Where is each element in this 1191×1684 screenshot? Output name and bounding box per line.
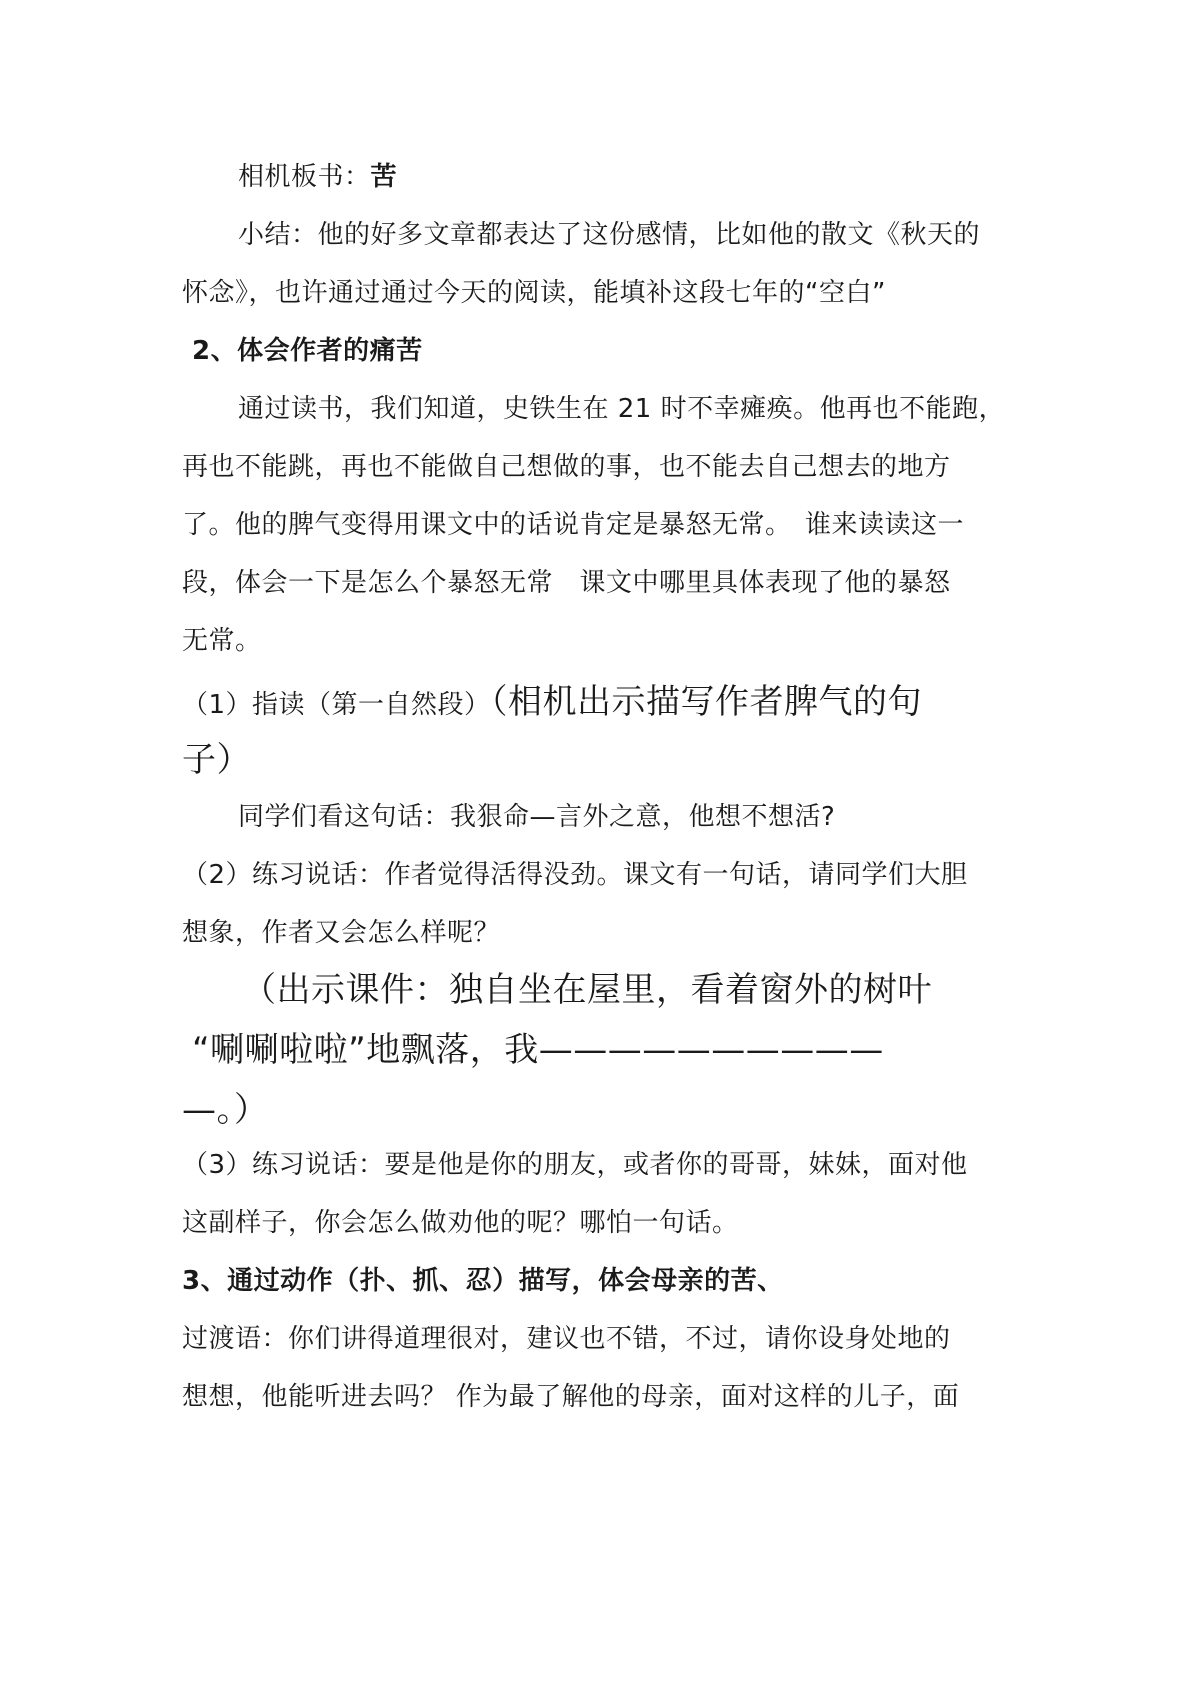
paragraph-line-2: 再也不能跳，再也不能做自己想做的事，也不能去自己想去的地方 <box>182 452 951 482</box>
paragraph-line-1: 通过读书，我们知道，史铁生在 21 时不幸瘫痪。他再也不能跑， <box>238 394 1006 424</box>
section-heading-2: 2、体会作者的痛苦 <box>192 336 423 366</box>
step-1-line <box>182 680 922 724</box>
courseware-line-3: —。） <box>182 1090 269 1130</box>
summary-line-2: 怀念》，也许通过通过今天的阅读，能填补这段七年的“空白” <box>182 278 886 308</box>
summary-line-1: 小结：他的好多文章都表达了这份感情，比如他的散文《秋天的 <box>238 220 981 250</box>
board-note-label: 相机板书： <box>238 162 371 192</box>
courseware-line-2: “唰唰啦啦”地飘落，我—————————— <box>192 1030 884 1070</box>
board-note-keyword: 苦 <box>370 162 398 192</box>
step-1-emphasis: （相机出示描写作者脾气的句 <box>490 682 923 722</box>
section-heading-3: 3、通过动作（扑、抓、忍）描写，体会母亲的苦、 <box>182 1266 784 1296</box>
transition-line-2: 想想，他能听进去吗？ 作为最了解他的母亲，面对这样的儿子，面 <box>182 1382 960 1412</box>
paragraph-line-4: 段，体会一下是怎么个暴怒无常 课文中哪里具体表现了他的暴怒 <box>182 568 951 598</box>
board-note-line <box>238 160 397 194</box>
step-3-line-1: （3）练习说话：要是他是你的朋友，或者你的哥哥，妹妹，面对他 <box>182 1150 968 1180</box>
paragraph-line-5: 无常。 <box>182 626 262 656</box>
step-1-continuation: 子） <box>182 740 251 780</box>
step-2-line-2: 想象，作者又会怎么样呢？ <box>182 918 501 948</box>
step-3-line-2: 这副样子，你会怎么做劝他的呢？哪怕一句话。 <box>182 1208 739 1238</box>
step-2-line-1: （2）练习说话：作者觉得活得没劲。课文有一句话，请同学们大胆 <box>182 860 968 890</box>
paragraph-line-3: 了。他的脾气变得用课文中的话说肯定是暴怒无常。 谁来读读这一 <box>182 510 965 540</box>
courseware-line-1: （出示课件：独自坐在屋里，看着窗外的树叶 <box>242 970 932 1010</box>
transition-line-1: 过渡语：你们讲得道理很对，建议也不错，不过，请你设身处地的 <box>182 1324 951 1354</box>
step-1-label: （1）指读（第一自然段） <box>182 690 491 720</box>
observe-sentence-line: 同学们看这句话：我狠命—言外之意，他想不想活? <box>238 802 836 832</box>
